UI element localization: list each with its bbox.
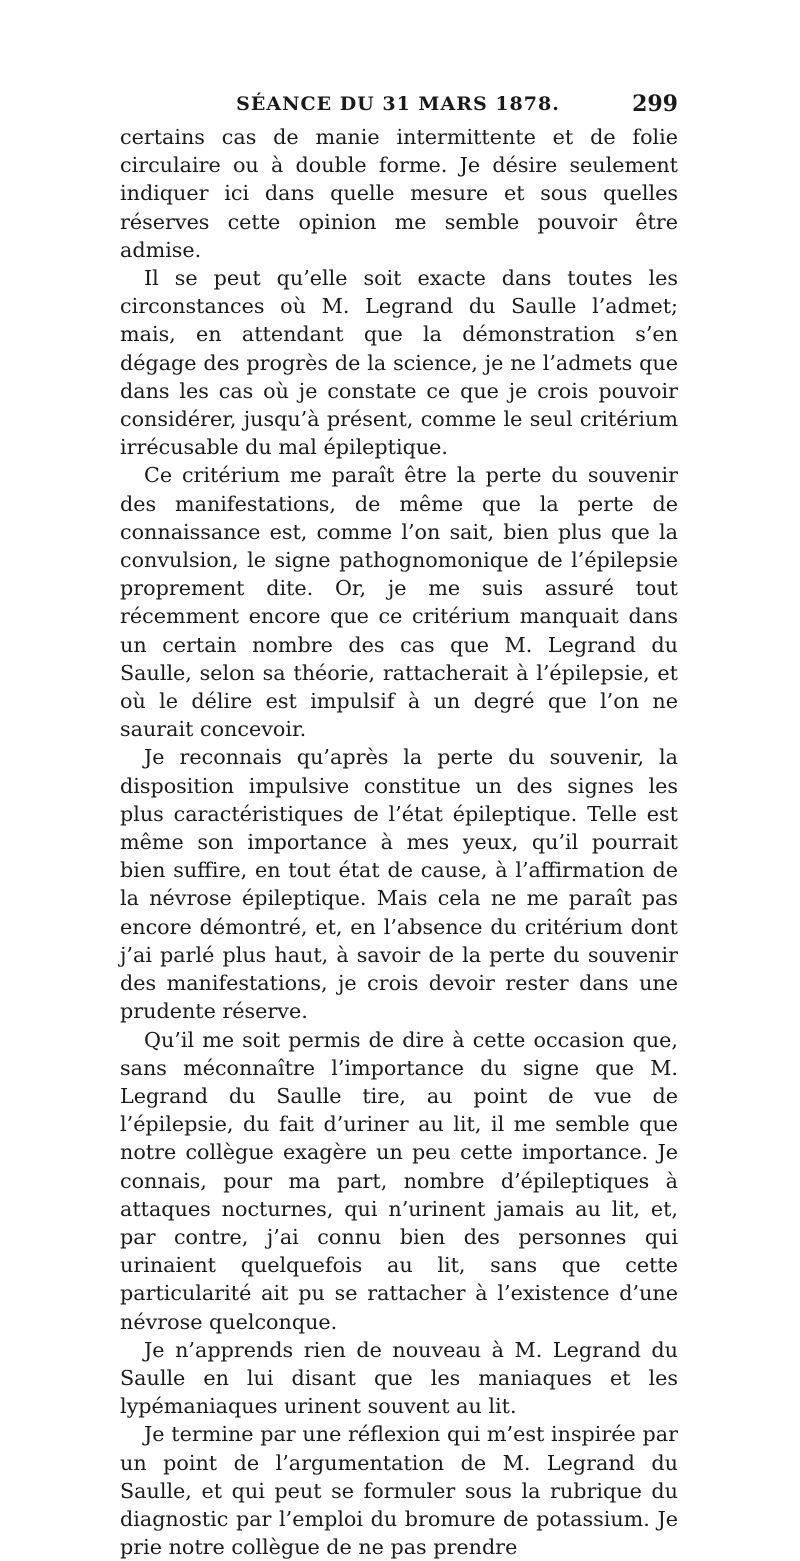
paragraph: Qu’il me soit permis de dire à cette occasion que, sans méconnaître l’importance du signe que M. Legrand du Saulle tire, au point de vue de l’épilepsie, du fait d’uriner au lit, il me semble que notre collègue exagère un peu cette importance. Je connais, pour ma part, nombre d’épileptiques à attaques nocturnes, qui n’urinent jamais au lit, et, par contre, j’ai connu bien des personnes qui urinaient quelquefois au lit, sans que cette particularité ait pu se rattacher à l’existence d’une névrose quelconque. [120, 1027, 678, 1334]
paragraph: Je termine par une réflexion qui m’est inspirée par un point de l’argumentation de M. Legrand du Saulle, et qui peut se formuler sous la rubrique du diagnostic par l’emploi du bromure de potassium. Je prie notre collègue de ne pas prendre [120, 1422, 678, 1560]
paragraph: Il se peut qu’elle soit exacte dans toutes les circonstances où M. Legrand du Saulle l’admet; mais, en attendant que la démonstration s’en dégage des progrès de la science, je ne l’admets que dans les cas où je constate ce que je crois pouvoir considérer, jusqu’à présent, comme le seul critérium irrécusable du mal épileptique. [120, 266, 678, 460]
paragraph: Je n’apprends rien de nouveau à M. Legrand du Saulle en lui disant que les maniaques et les lypémaniaques urinent souvent au lit. [120, 1337, 678, 1419]
running-title: SÉANCE DU 31 MARS 1878. [236, 93, 560, 115]
running-head [118, 86, 678, 122]
paragraph: Ce critérium me paraît être la perte du souvenir des manifestations, de même que la perte de connaissance est, comme l’on sait, bien plus que la convulsion, le signe pathognomonique de l’épilepsie proprement dite. Or, je me suis assuré tout récemment encore que ce critérium manquait dans un certain nombre des cas que M. Legrand du Saulle, selon sa théorie, rattacherait à l’épilepsie, et où le délire est impulsif à un degré que l’on ne saurait concevoir. [120, 463, 678, 742]
paragraph: Je reconnais qu’après la perte du souvenir, la disposition impulsive constitue un des signes les plus caractéristiques de l’état épileptique. Telle est même son importance à mes yeux, qu’il pourrait bien suffire, en tout état de cause, à l’affirmation de la névrose épileptique. Mais cela ne me paraît pas encore démontré, et, en l’absence du critérium dont j’ai parlé plus haut, à savoir de la perte du souvenir des manifestations, je crois devoir rester dans une prudente réserve. [120, 745, 678, 1024]
page-number: 299 [632, 91, 678, 117]
paragraph: certains cas de manie intermittente et de folie circulaire ou à double forme. Je désire seulement indiquer ici dans quelle mesure et sous quelles réserves cette opinion me semble pouvoir être admise. [120, 125, 678, 262]
body-text [120, 123, 678, 1561]
